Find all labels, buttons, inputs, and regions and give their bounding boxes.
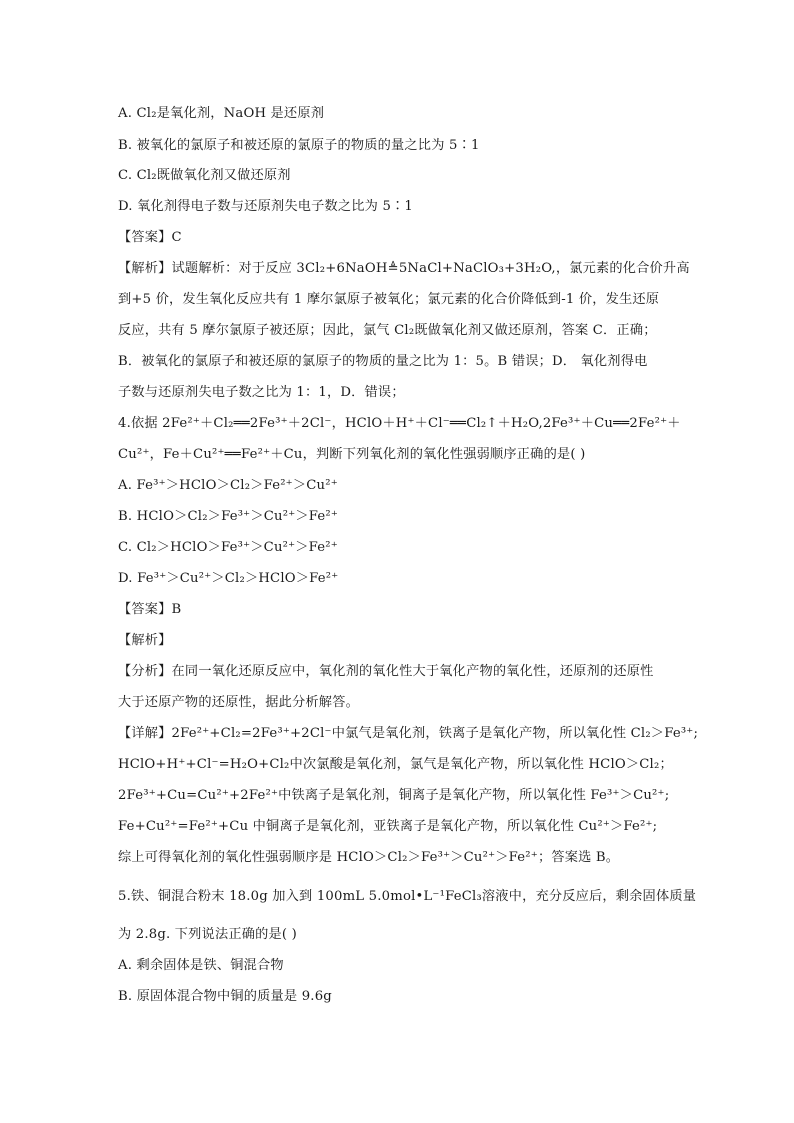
answer-q3: 【答案】C (118, 230, 182, 245)
question-4-line-2: Cu²⁺，Fe＋Cu²⁺══Fe²⁺＋Cu，判断下列氧化剂的氧化性强弱顺序正确的是( ) (118, 447, 586, 462)
answer-q4: 【答案】B (118, 602, 182, 617)
option-d-q3: D. 氧化剂得电子数与还原剂失电子数之比为 5∶1 (118, 199, 414, 214)
detail-q4-line-5: 综上可得氧化剂的氧化性强弱顺序是 HClO＞Cl₂＞Fe³⁺＞Cu²⁺＞Fe²⁺；答案选 B。 (118, 850, 620, 865)
explanation-q3-line-3: 反应，共有 5 摩尔氯原子被还原；因此，氯气 Cl₂既做氧化剂又做还原剂，答案 C．正确； (118, 323, 657, 338)
analysis-q4-line-1: 【分析】在同一氧化还原反应中，氧化剂的氧化性大于氧化产物的氧化性，还原剂的还原性 (118, 664, 654, 679)
question-4-line-1: 4.依据 2Fe²⁺＋Cl₂══2Fe³⁺＋2Cl⁻，HClO＋H⁺＋Cl⁻══Cl₂↑＋H₂O,2Fe³⁺＋Cu══2Fe²⁺＋ (118, 416, 681, 431)
detail-q4-line-1: 【详解】2Fe²⁺+Cl₂=2Fe³⁺+2Cl⁻中氯气是氧化剂，铁离子是氧化产物，所以氧化性 Cl₂＞Fe³⁺; (118, 726, 699, 741)
explanation-q3-line-1: 【解析】试题解析：对于反应 3Cl₂+6NaOH≜5NaCl+NaClO₃+3H₂O,，氯元素的化合价升高 (118, 261, 690, 276)
option-a-q3: A. Cl₂是氧化剂，NaOH 是还原剂 (118, 106, 325, 121)
option-b-q3: B. 被氧化的氯原子和被还原的氯原子的物质的量之比为 5∶1 (118, 138, 480, 153)
option-b-q4: B. HClO＞Cl₂＞Fe³⁺＞Cu²⁺＞Fe²⁺ (118, 509, 339, 524)
explanation-q3-line-2: 到+5 价，发生氧化反应共有 1 摩尔氯原子被氧化；氯元素的化合价降低到-1 价，发生还原 (118, 292, 660, 307)
option-d-q4: D. Fe³⁺＞Cu²⁺＞Cl₂＞HClO＞Fe²⁺ (118, 571, 339, 586)
explanation-q3-line-4: B．被氧化的氯原子和被还原的氯原子的物质的量之比为 1：5。B 错误；D． 氧化剂得电 (118, 354, 648, 369)
detail-q4-line-2: HClO+H⁺+Cl⁻=H₂O+Cl₂中次氯酸是氧化剂，氯气是氧化产物，所以氧化性 HClO＞Cl₂； (118, 757, 673, 772)
detail-q4-line-3: 2Fe³⁺+Cu=Cu²⁺+2Fe²⁺中铁离子是氧化剂，铜离子是氧化产物，所以氧化性 Fe³⁺＞Cu²⁺; (118, 788, 670, 803)
option-c-q4: C. Cl₂＞HClO＞Fe³⁺＞Cu²⁺＞Fe²⁺ (118, 540, 338, 555)
detail-q4-line-4: Fe+Cu²⁺=Fe²⁺+Cu 中铜离子是氧化剂，亚铁离子是氧化产物，所以氧化性 Cu²⁺＞Fe²⁺; (118, 819, 658, 834)
option-b-q5: B. 原固体混合物中铜的质量是 9.6g (118, 989, 332, 1004)
analysis-q4-line-2: 大于还原产物的还原性，据此分析解答。 (118, 695, 359, 710)
explanation-q3-line-5: 子数与还原剂失电子数之比为 1：1，D．错误； (118, 385, 405, 400)
question-5-line-2: 为 2.8g. 下列说法正确的是( ) (118, 927, 297, 942)
option-c-q3: C. Cl₂既做氧化剂又做还原剂 (118, 168, 291, 183)
question-5-line-1: 5.铁、铜混合粉末 18.0g 加入到 100mL 5.0mol•L⁻¹FeCl₃溶液中，充分反应后，剩余固体质量 (118, 889, 697, 904)
explanation-heading-q4: 【解析】 (118, 633, 172, 648)
option-a-q5: A. 剩余固体是铁、铜混合物 (118, 958, 284, 973)
option-a-q4: A. Fe³⁺＞HClO＞Cl₂＞Fe²⁺＞Cu²⁺ (118, 478, 338, 493)
